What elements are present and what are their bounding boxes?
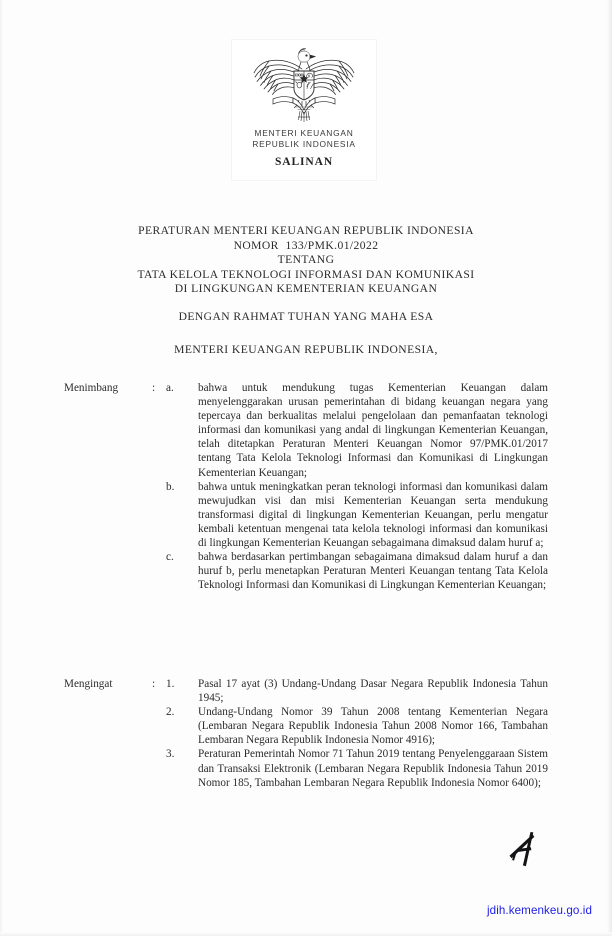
menimbang-section <box>64 381 548 592</box>
preamble-spacer <box>0 325 612 343</box>
menimbang-item-a <box>64 381 548 480</box>
letterhead-emblem-block <box>232 40 376 180</box>
mengingat-label: Mengingat <box>64 678 113 690</box>
mengingat-colon: : <box>152 678 156 690</box>
title-line-tentang: TENTANG <box>277 253 335 267</box>
title-line-number: NOMOR 133/PMK.01/2022 <box>233 238 379 252</box>
page-edge-right <box>607 0 612 936</box>
menimbang-marker-b: b. <box>166 480 175 493</box>
mengingat-item-2 <box>64 705 548 747</box>
menimbang-item-c <box>64 550 548 592</box>
document-title-block <box>0 224 612 297</box>
garuda-pancasila-emblem-icon <box>250 46 358 128</box>
title-line-subject-2: DI LINGKUNGAN KEMENTERIAN KEUANGAN <box>174 282 438 296</box>
menimbang-text-b: bahwa untuk meningkatkan peran teknologi informasi dan komunikasi dalam mewujudkan visi dan misi Kementerian Keuangan serta mendukung transformasi digital di lingkungan Kementerian Keuangan, perlu mengatur kembali ketentuan mengenai tata kelola teknologi informasi dan komunikasi di lingkungan Kementerian Keuangan sebagaimana dimaksud dalam huruf a; <box>198 480 548 550</box>
title-line-subject-1: TATA KELOLA TEKNOLOGI INFORMASI DAN KOMUNIKASI <box>137 267 475 281</box>
mengingat-marker-2: 2. <box>166 706 175 719</box>
preamble-block <box>0 310 612 357</box>
menimbang-colon: : <box>152 382 156 394</box>
mengingat-text-3: Peraturan Pemerintah Nomor 71 Tahun 2019 tentang Penyelenggaraan Sistem dan Transaksi Elektronik (Lembaran Negara Republik Indonesia Tahun 2019 Nomor 185, Tambahan Lembaran Negara Republik Indonesia Nomor 6400); <box>198 748 548 789</box>
menimbang-label: Menimbang <box>64 382 119 394</box>
page-edge-bottom <box>0 932 612 936</box>
mengingat-text-2: Undang-Undang Nomor 39 Tahun 2008 tentang Kementerian Negara (Lembaran Negara Republik Indonesia Tahun 2008 Nomor 166, Tambahan Lembaran Negara Republik Indonesia Nomor 4916); <box>198 706 548 747</box>
menimbang-marker-c: c. <box>166 551 174 564</box>
mengingat-marker-1: 1. <box>166 678 175 690</box>
mengingat-section <box>64 677 548 790</box>
preamble-invocation: DENGAN RAHMAT TUHAN YANG MAHA ESA <box>178 310 434 323</box>
mengingat-marker-3: 3. <box>166 748 175 761</box>
mengingat-item-3 <box>64 747 548 789</box>
menimbang-marker-a: a. <box>166 382 174 394</box>
emblem-ministry-line-1: MENTERI KEUANGAN <box>254 128 354 138</box>
title-line-regulation: PERATURAN MENTERI KEUANGAN REPUBLIK INDONESIA <box>138 224 474 237</box>
mengingat-item-1 <box>64 677 548 705</box>
page-edge-left <box>0 0 3 936</box>
handwritten-initial-mark-icon <box>500 828 548 874</box>
menimbang-text-c: bahwa berdasarkan pertimbangan sebagaimana dimaksud dalam huruf a dan huruf b, perlu menetapkan Peraturan Menteri Keuangan tentang Tata Kelola Teknologi Informasi dan Komunikasi di Lingkungan Kementerian Keuangan; <box>198 551 548 592</box>
mengingat-text-1: Pasal 17 ayat (3) Undang-Undang Dasar Negara Republik Indonesia Tahun 1945; <box>198 678 548 705</box>
salinan-stamp-label: SALINAN <box>274 156 334 168</box>
emblem-ministry-line-2: REPUBLIK INDONESIA <box>252 138 356 149</box>
menimbang-text-a: bahwa untuk mendukung tugas Kementerian Keuangan dalam menyelenggarakan urusan pemerintahan di bidang keuangan negara yang tepercaya dan berkualitas melalui pengelolaan dan pemanfaatan teknologi informasi dan komunikasi yang andal di lingkungan Kementerian Keuangan, telah ditetapkan Peraturan Menteri Keuangan Nomor 97/PMK.01/2017 tentang Tata Kelola Teknologi Informasi dan Komunikasi di Lingkungan Kementerian Keuangan; <box>198 382 548 479</box>
footer-jdih-url[interactable]: jdih.kemenkeu.go.id <box>486 904 592 917</box>
preamble-issuer: MENTERI KEUANGAN REPUBLIK INDONESIA, <box>174 342 438 356</box>
menimbang-item-b <box>64 480 548 550</box>
